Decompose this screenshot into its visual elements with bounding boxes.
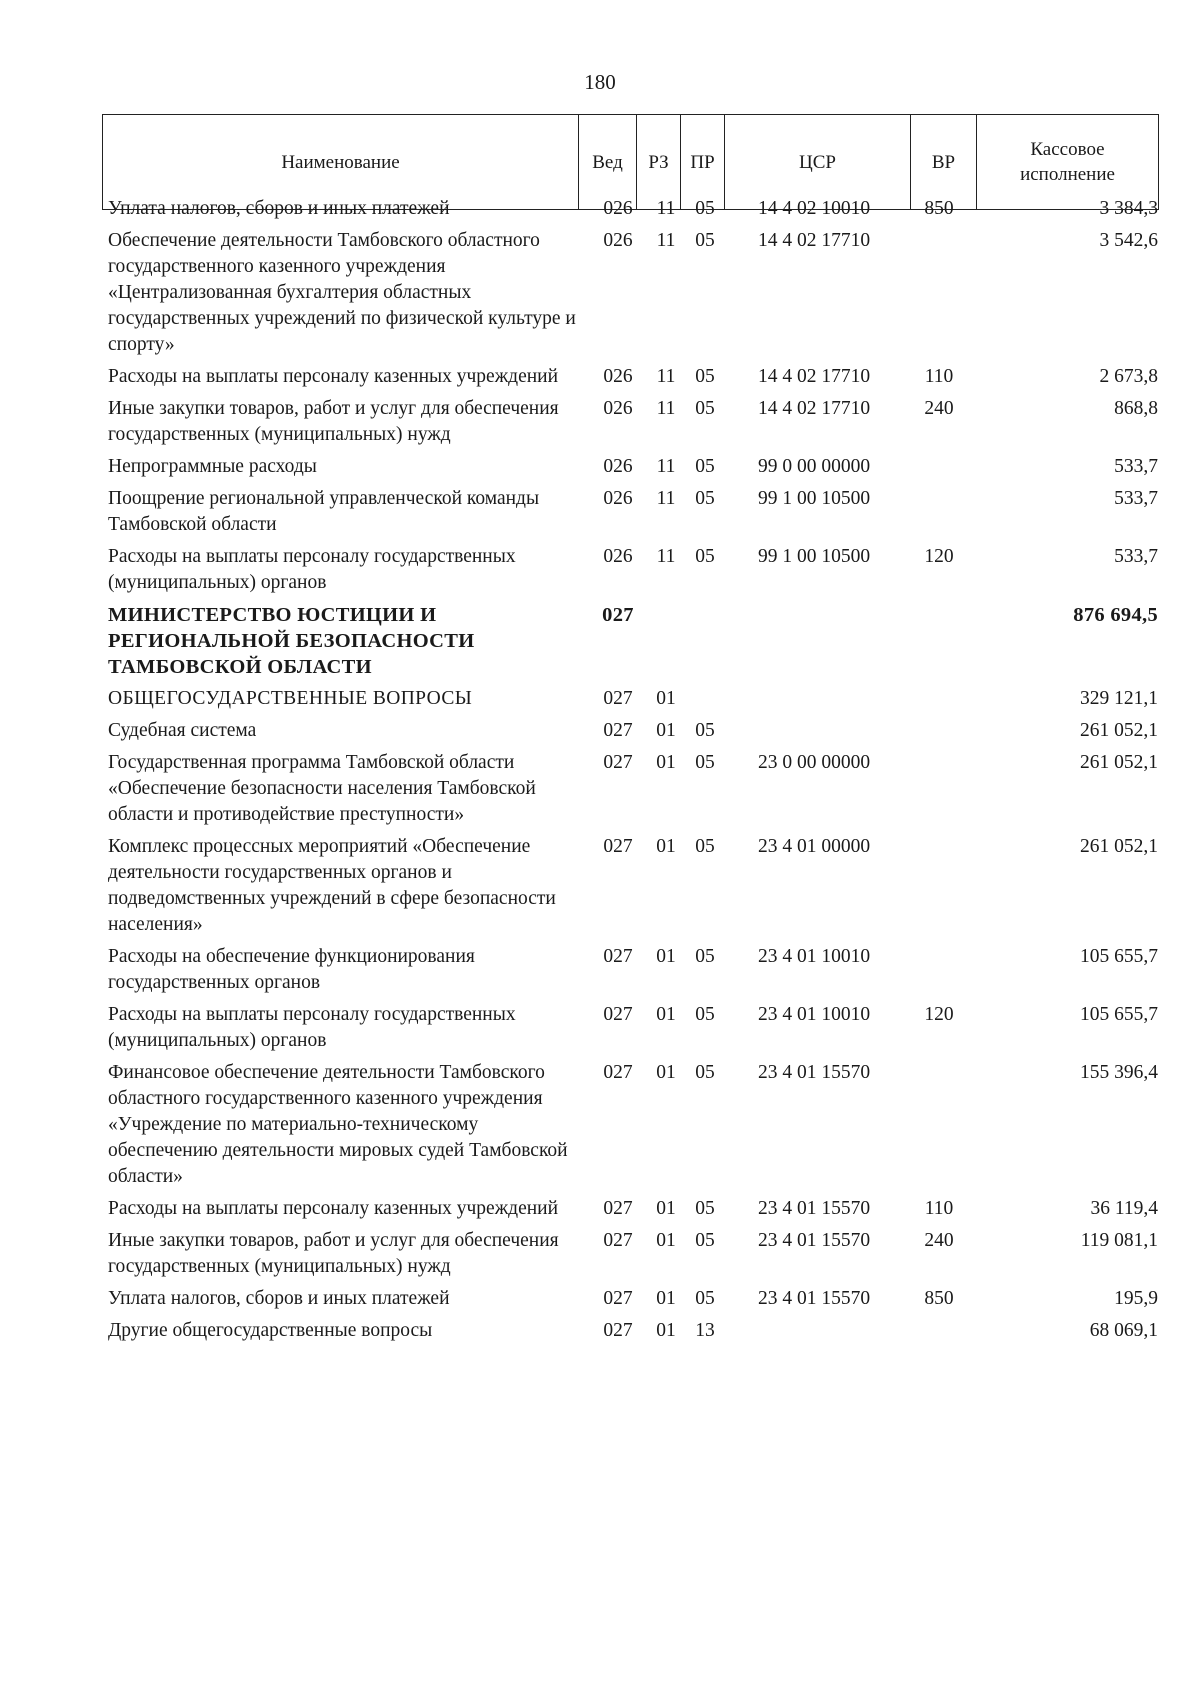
- row-ved: 027: [603, 1320, 633, 1341]
- row-vr: 850: [924, 198, 954, 219]
- table-row: [108, 364, 1158, 396]
- row-pr: 05: [695, 836, 715, 857]
- table-row: [108, 944, 1158, 1002]
- row-rz: 01: [656, 1320, 676, 1341]
- row-pr: 05: [695, 456, 715, 477]
- row-ved: 026: [603, 456, 633, 477]
- row-csr: 99 1 00 10500: [757, 546, 871, 567]
- row-amount: 105 655,7: [1080, 946, 1158, 967]
- row-pr: 05: [695, 230, 715, 251]
- table-row: [108, 602, 1158, 686]
- row-pr: 05: [695, 488, 715, 509]
- row-amount: 533,7: [1114, 456, 1158, 477]
- row-ved: 026: [603, 546, 633, 567]
- row-amount: 876 694,5: [1073, 604, 1158, 626]
- row-name: Финансовое обеспечение деятельности Тамбовского областного государственного казенного учреждения «Учреждение по материально-техническому обеспечению деятельности мировых судей Тамбовской области»: [108, 1062, 568, 1187]
- row-name: Другие общегосударственные вопросы: [108, 1320, 433, 1341]
- table-row: [108, 1196, 1158, 1228]
- row-amount: 68 069,1: [1089, 1320, 1158, 1341]
- row-rz: 11: [656, 198, 676, 219]
- table-row: [108, 1060, 1158, 1196]
- row-amount: 261 052,1: [1080, 720, 1158, 741]
- row-rz: 01: [656, 1062, 676, 1083]
- table-row: [108, 228, 1158, 364]
- row-rz: 01: [656, 688, 676, 709]
- row-vr: 120: [924, 546, 954, 567]
- row-csr: 23 4 01 15570: [757, 1288, 871, 1309]
- row-ved: 026: [603, 398, 633, 419]
- header-name: Наименование: [103, 115, 579, 210]
- row-name: ОБЩЕГОСУДАРСТВЕННЫЕ ВОПРОСЫ: [108, 688, 473, 709]
- header-vr: ВР: [911, 115, 977, 210]
- row-name: Поощрение региональной управленческой команды Тамбовской области: [108, 488, 540, 535]
- table-row: [108, 1286, 1158, 1318]
- row-rz: 01: [656, 720, 676, 741]
- row-amount: 533,7: [1114, 546, 1158, 567]
- row-vr: 850: [924, 1288, 954, 1309]
- row-vr: 110: [924, 366, 954, 387]
- row-pr: 05: [695, 1062, 715, 1083]
- row-csr: 23 4 01 10010: [757, 946, 871, 967]
- table-row: [108, 750, 1158, 834]
- row-name: Расходы на обеспечение функционирования государственных органов: [108, 946, 475, 993]
- row-name: Расходы на выплаты персоналу государственных (муниципальных) органов: [108, 546, 516, 593]
- row-name: Государственная программа Тамбовской области «Обеспечение безопасности населения Тамбовской области и противодействие преступности»: [108, 752, 536, 825]
- row-amount: 868,8: [1114, 398, 1158, 419]
- row-vr: 110: [924, 1198, 954, 1219]
- row-name: Расходы на выплаты персоналу государственных (муниципальных) органов: [108, 1004, 516, 1051]
- row-name: Уплата налогов, сборов и иных платежей: [108, 198, 450, 219]
- table-row: [108, 834, 1158, 944]
- row-name: Обеспечение деятельности Тамбовского областного государственного казенного учреждения «Централизованная бухгалтерия областных государственных учреждений по физической культуре и спорту»: [108, 230, 576, 355]
- row-name: Иные закупки товаров, работ и услуг для обеспечения государственных (муниципальных) нужд: [108, 1230, 559, 1277]
- header-amount: Кассовое исполнение: [977, 115, 1159, 210]
- row-pr: 05: [695, 366, 715, 387]
- row-ved: 027: [603, 946, 633, 967]
- row-csr: 99 0 00 00000: [757, 456, 871, 477]
- row-ved: 027: [603, 1062, 633, 1083]
- row-amount: 155 396,4: [1080, 1062, 1158, 1083]
- row-rz: 11: [656, 230, 676, 251]
- row-pr: 05: [695, 198, 715, 219]
- table-row: [108, 544, 1158, 602]
- table-row: [108, 1318, 1158, 1350]
- row-pr: 05: [695, 1198, 715, 1219]
- table-row: [108, 1002, 1158, 1060]
- row-pr: 05: [695, 946, 715, 967]
- row-ved: 026: [603, 488, 633, 509]
- row-ved: 026: [603, 198, 633, 219]
- table-row: [108, 396, 1158, 454]
- row-vr: 240: [924, 398, 954, 419]
- row-rz: 11: [656, 488, 676, 509]
- row-amount: 105 655,7: [1080, 1004, 1158, 1025]
- row-rz: 11: [656, 366, 676, 387]
- row-pr: 05: [695, 546, 715, 567]
- row-csr: 23 4 01 10010: [757, 1004, 871, 1025]
- table-row: [108, 454, 1158, 486]
- row-ved: 027: [603, 836, 633, 857]
- row-name: Уплата налогов, сборов и иных платежей: [108, 1288, 450, 1309]
- row-csr: 23 4 01 15570: [757, 1198, 871, 1219]
- row-name: Судебная система: [108, 720, 257, 741]
- row-name: Расходы на выплаты персоналу казенных учреждений: [108, 366, 559, 387]
- header-csr: ЦСР: [725, 115, 911, 210]
- row-rz: 01: [656, 752, 676, 773]
- row-amount: 533,7: [1114, 488, 1158, 509]
- row-csr: 14 4 02 17710: [757, 230, 871, 251]
- row-name: Расходы на выплаты персоналу казенных учреждений: [108, 1198, 559, 1219]
- row-amount: 261 052,1: [1080, 836, 1158, 857]
- page-number: 180: [584, 70, 616, 94]
- row-pr: 05: [695, 752, 715, 773]
- header-pr: ПР: [681, 115, 725, 210]
- row-ved: 027: [603, 1288, 633, 1309]
- row-rz: 11: [656, 456, 676, 477]
- row-amount: 2 673,8: [1099, 366, 1158, 387]
- row-csr: 23 4 01 00000: [757, 836, 871, 857]
- row-ved: 027: [603, 1198, 633, 1219]
- row-vr: 240: [924, 1230, 954, 1251]
- row-ved: 027: [603, 688, 633, 709]
- row-rz: 01: [656, 836, 676, 857]
- row-pr: 13: [695, 1320, 715, 1341]
- row-pr: 05: [695, 1230, 715, 1251]
- row-rz: 11: [656, 546, 676, 567]
- row-name: Иные закупки товаров, работ и услуг для обеспечения государственных (муниципальных) нужд: [108, 398, 559, 445]
- header-rz: РЗ: [637, 115, 681, 210]
- row-csr: 23 4 01 15570: [757, 1062, 871, 1083]
- row-rz: 01: [656, 946, 676, 967]
- table-row: [108, 1228, 1158, 1286]
- row-csr: 14 4 02 17710: [757, 398, 871, 419]
- row-csr: 99 1 00 10500: [757, 488, 871, 509]
- row-rz: 11: [656, 398, 676, 419]
- row-ved: 027: [602, 604, 634, 626]
- row-name: МИНИСТЕРСТВО ЮСТИЦИИ И РЕГИОНАЛЬНОЙ БЕЗОПАСНОСТИ ТАМБОВСКОЙ ОБЛАСТИ: [108, 604, 475, 678]
- row-rz: 01: [656, 1004, 676, 1025]
- row-ved: 027: [603, 1230, 633, 1251]
- row-amount: 3 384,3: [1099, 198, 1158, 219]
- row-csr: 23 4 01 15570: [757, 1230, 871, 1251]
- table-row: [108, 686, 1158, 718]
- table-row: [108, 486, 1158, 544]
- row-amount: 3 542,6: [1099, 230, 1158, 251]
- row-amount: 36 119,4: [1090, 1198, 1158, 1219]
- row-amount: 119 081,1: [1080, 1230, 1158, 1251]
- row-name: Непрограммные расходы: [108, 456, 317, 477]
- row-ved: 027: [603, 1004, 633, 1025]
- row-ved: 026: [603, 230, 633, 251]
- table-row: [108, 718, 1158, 750]
- row-rz: 01: [656, 1230, 676, 1251]
- row-pr: 05: [695, 398, 715, 419]
- row-csr: 14 4 02 17710: [757, 366, 871, 387]
- row-amount: 195,9: [1114, 1288, 1158, 1309]
- row-vr: 120: [924, 1004, 954, 1025]
- row-pr: 05: [695, 720, 715, 741]
- row-amount: 261 052,1: [1080, 752, 1158, 773]
- row-pr: 05: [695, 1288, 715, 1309]
- row-rz: 01: [656, 1288, 676, 1309]
- row-ved: 026: [603, 366, 633, 387]
- table-row: [108, 196, 1158, 228]
- row-csr: 14 4 02 10010: [757, 198, 871, 219]
- row-name: Комплекс процессных мероприятий «Обеспечение деятельности государственных органов и подведомственных учреждений в сфере безопасности населения»: [108, 836, 556, 935]
- row-ved: 027: [603, 720, 633, 741]
- row-ved: 027: [603, 752, 633, 773]
- header-ved: Вед: [579, 115, 637, 210]
- row-amount: 329 121,1: [1080, 688, 1158, 709]
- row-rz: 01: [656, 1198, 676, 1219]
- row-pr: 05: [695, 1004, 715, 1025]
- row-csr: 23 0 00 00000: [757, 752, 871, 773]
- budget-table-body: [108, 196, 1158, 1350]
